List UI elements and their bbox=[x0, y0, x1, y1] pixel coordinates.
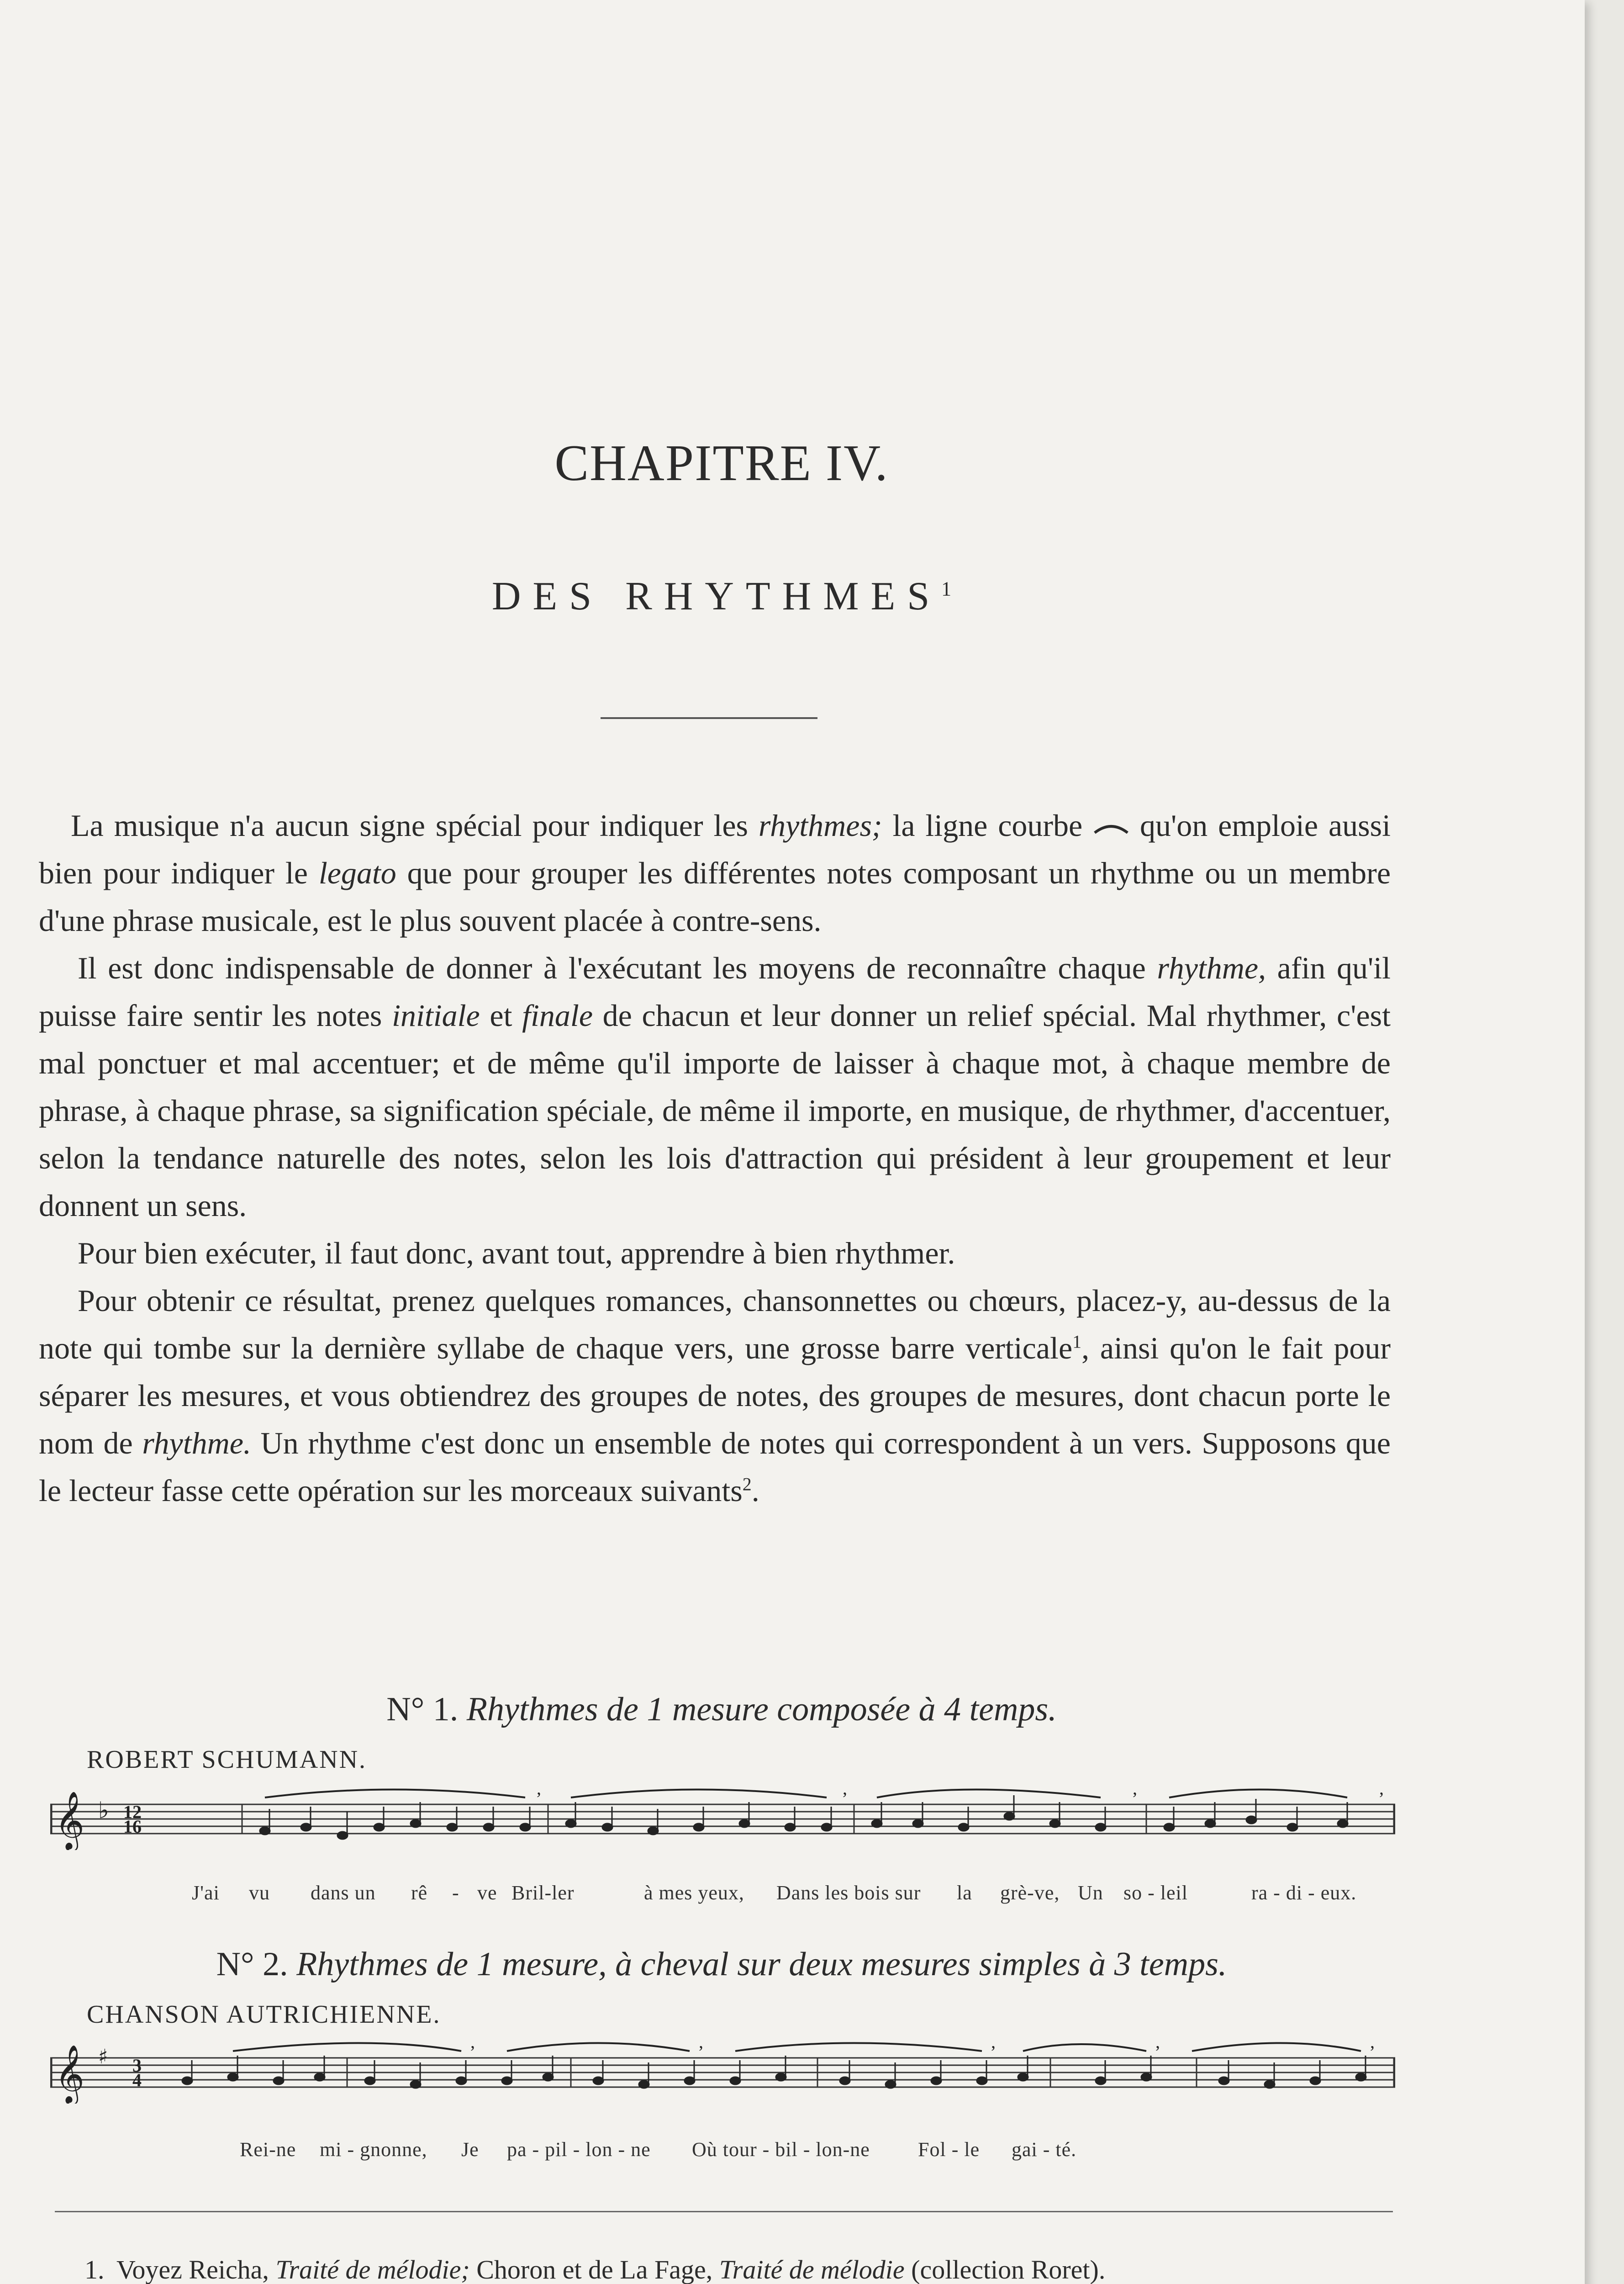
music-staff-1 bbox=[50, 1782, 1395, 1850]
body-text bbox=[39, 802, 1391, 1514]
p2-text-e: et bbox=[480, 998, 522, 1033]
lyric: Bril-ler bbox=[511, 1882, 575, 1904]
treble-clef-icon: 𝄞 bbox=[55, 1791, 85, 1849]
p2-emph-finale: finale bbox=[522, 998, 593, 1033]
lyric: J'ai bbox=[192, 1882, 220, 1904]
lyric: ve bbox=[477, 1882, 497, 1904]
paragraph-1 bbox=[39, 802, 1391, 944]
lyric: so - leil bbox=[1123, 1882, 1188, 1904]
paragraph-3: Pour bien exécuter, il faut donc, avant tout, apprendre à bien rhythmer. bbox=[78, 1236, 955, 1270]
treble-clef-icon: 𝄞 bbox=[55, 2044, 85, 2103]
p4-text-d: Un rhythme c'est donc un ensemble de notes qui correspondent à un vers. Supposons que le lecteur fasse cette opération sur les morceaux suivants bbox=[39, 1426, 1391, 1508]
example-1-lyrics bbox=[0, 1881, 1585, 1909]
lyric: Je bbox=[461, 2138, 479, 2161]
example-1-number: N° 1. bbox=[386, 1691, 459, 1728]
svg-text:,: , bbox=[537, 1782, 541, 1798]
footnote-1-text-e: (collection Roret). bbox=[904, 2255, 1106, 2284]
p1-text-a: La musique n'a aucun signe spécial pour indiquer les bbox=[71, 808, 759, 843]
svg-text:,: , bbox=[699, 2035, 703, 2052]
example-1-composer: ROBERT SCHUMANN. bbox=[87, 1745, 367, 1774]
lyric: - bbox=[452, 1882, 459, 1904]
lyric: Rei-ne bbox=[240, 2138, 296, 2161]
svg-text:,: , bbox=[1370, 2035, 1375, 2052]
time-signature-top: 12 bbox=[123, 1802, 142, 1822]
time-signature-top: 3 bbox=[132, 2055, 142, 2076]
example-2-title: Rhythmes de 1 mesure, à cheval sur deux mesures simples à 3 temps. bbox=[296, 1946, 1227, 1983]
p1-emph-rhythmes: rhythmes; bbox=[758, 808, 882, 843]
svg-text:,: , bbox=[1155, 2035, 1160, 2052]
svg-text:,: , bbox=[1379, 1782, 1384, 1798]
lyric: dans un bbox=[311, 1882, 376, 1904]
footnote-1 bbox=[84, 2254, 1105, 2284]
p4-text-b: , ainsi qu'on le fait pour séparer les mesures, et vous obtiendrez des groupes de notes, des groupes de mesures, dont chacun porte le nom de bbox=[39, 1331, 1391, 1460]
svg-text:,: , bbox=[470, 2035, 475, 2052]
p1-emph-legato: legato bbox=[318, 856, 396, 890]
svg-text:,: , bbox=[1133, 1782, 1137, 1798]
slur-symbol-icon bbox=[1093, 821, 1129, 836]
svg-text:,: , bbox=[991, 2035, 996, 2052]
example-2-lyrics bbox=[0, 2138, 1585, 2165]
chapter-title: CHAPITRE IV. bbox=[554, 435, 889, 492]
flat-sign-icon: ♭ bbox=[98, 1797, 109, 1824]
lyric: Fol - le bbox=[918, 2138, 980, 2161]
paragraph-4 bbox=[39, 1277, 1391, 1514]
p1-text-f: que pour grouper les différentes notes composant un rhythme ou un membre d'une phrase musicale, est le plus souvent placée à contre-sens. bbox=[39, 856, 1391, 938]
example-2-composer: CHANSON AUTRICHIENNE. bbox=[87, 2000, 441, 2029]
p1-text-d: qu'on emploie aussi bien pour indiquer le bbox=[39, 808, 1391, 890]
p2-emph-initiale: initiale bbox=[392, 998, 480, 1033]
lyric: ra - di - eux. bbox=[1251, 1882, 1357, 1904]
lyric: vu bbox=[249, 1882, 270, 1904]
example-1-title: Rhythmes de 1 mesure composée à 4 temps. bbox=[466, 1691, 1057, 1728]
section-title bbox=[0, 573, 1443, 619]
footnote-ref-2: 2 bbox=[742, 1474, 752, 1495]
lyric: la bbox=[957, 1882, 972, 1904]
sharp-sign-icon: ♯ bbox=[98, 2045, 108, 2068]
lyric: Un bbox=[1078, 1882, 1103, 1904]
lyric: gai - té. bbox=[1012, 2138, 1077, 2161]
lyric: mi - gnonne, bbox=[320, 2138, 427, 2161]
p4-text-a: Pour obtenir ce résultat, prenez quelques romances, chansonnettes ou chœurs, placez-y, au-dessus de la note qui tombe sur la dernière syllabe de chaque vers, une grosse barre verticale bbox=[39, 1283, 1391, 1365]
p4-text-e: . bbox=[751, 1473, 759, 1508]
section-title-text: DES RHYTHMES bbox=[491, 574, 942, 619]
footnote-1-title-b: Traité de mélodie bbox=[719, 2255, 905, 2284]
footnote-1-title-a: Traité de mélodie; bbox=[275, 2255, 470, 2284]
footnote-divider bbox=[55, 2211, 1393, 2212]
title-divider bbox=[601, 717, 817, 719]
footnote-1-number: 1. bbox=[84, 2255, 105, 2284]
footnote-1-text-a: Voyez Reicha, bbox=[116, 2255, 276, 2284]
lyric: grè-ve, bbox=[1000, 1882, 1060, 1904]
p2-text-c: afin qu'il puisse faire sentir les notes bbox=[39, 951, 1391, 1033]
lyric: Dans les bois sur bbox=[776, 1882, 921, 1904]
p4-emph-rhythme: rhythme. bbox=[142, 1426, 251, 1460]
example-2-number: N° 2. bbox=[216, 1946, 288, 1983]
lyric: rê bbox=[411, 1882, 428, 1904]
footnote-1-text-c: Choron et de La Fage, bbox=[469, 2255, 719, 2284]
p2-text-a: Il est donc indispensable de donner à l'exécutant les moyens de reconnaître chaque bbox=[78, 951, 1157, 985]
svg-text:,: , bbox=[843, 1782, 847, 1798]
lyric: à mes yeux, bbox=[644, 1882, 744, 1904]
time-signature-bottom: 16 bbox=[123, 1816, 142, 1837]
paragraph-2 bbox=[39, 944, 1391, 1229]
music-staff-2 bbox=[50, 2035, 1395, 2104]
footnote-ref-1: 1 bbox=[1072, 1331, 1082, 1352]
p1-text-c: la ligne courbe bbox=[882, 808, 1093, 843]
example-2-heading bbox=[0, 1945, 1443, 1984]
time-signature-bottom: 4 bbox=[132, 2070, 142, 2090]
lyric: Où tour - bil - lon-ne bbox=[692, 2138, 870, 2161]
example-1-heading bbox=[0, 1690, 1443, 1729]
p2-emph-rhythme: rhythme, bbox=[1157, 951, 1266, 985]
lyric: pa - pil - lon - ne bbox=[507, 2138, 651, 2161]
section-footnote-marker: 1 bbox=[941, 577, 952, 600]
p2-text-g: de chacun et leur donner un relief spécial. Mal rhythmer, c'est mal ponctuer et mal accentuer; et de même qu'il importe de laisser à chaque mot, à chaque membre de phrase, à chaque phrase, sa signification spéciale, de même il importe, en musique, de rhythmer, d'accentuer, selon la tendance naturelle des notes, selon les lois d'attraction qui président à leur groupement et leur donnent un sens. bbox=[39, 998, 1391, 1223]
